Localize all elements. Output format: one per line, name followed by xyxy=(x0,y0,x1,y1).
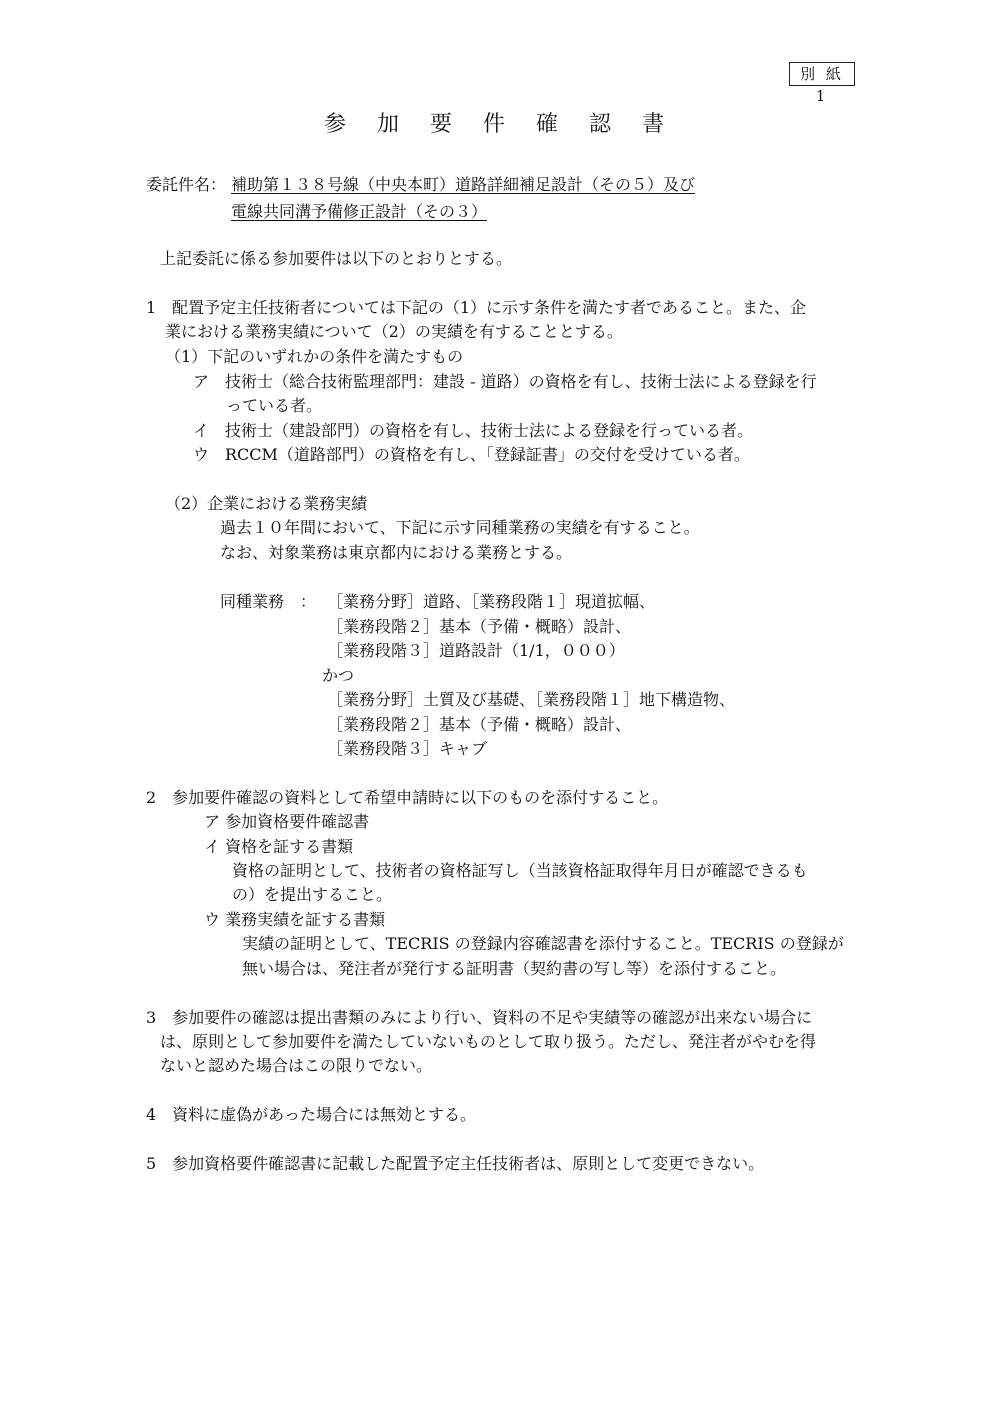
document-title: 参 加 要 件 確 認 書 xyxy=(324,112,676,137)
similar-work-line: ［業務分野］土質及び基礎、［業務段階１］地下構造物、 xyxy=(327,690,736,709)
similar-work-line: ［業務段階２］基本（予備・概略）設計、 xyxy=(327,715,632,734)
section3-line1: 3 参加要件の確認は提出書類のみにより行い、資料の不足や実績等の確認が出来ない場合に xyxy=(146,1008,813,1027)
subsection2-line2: なお、対象業務は東京都内における業務とする。 xyxy=(220,543,573,562)
section2-item-a: ア 参加資格要件確認書 xyxy=(204,812,370,831)
item-a-line1: ア 技術士（総合技術監理部門：建設 - 道路）の資格を有し、技術士法による登録を行 xyxy=(193,372,817,391)
item-u: ウ RCCM（道路部門）の資格を有し、「登録証書」の交付を受けている者。 xyxy=(193,445,750,464)
intro-text: 上記委託に係る参加要件は以下のとおりとする。 xyxy=(160,249,513,268)
similar-work-line: ［業務段階３］道路設計（1/1，０００） xyxy=(327,641,625,660)
section2-item-i: イ 資格を証する書類 xyxy=(204,837,354,856)
section2-item-u-line1: 実績の証明として、TECRIS の登録内容確認書を添付すること。TECRIS の登録が xyxy=(242,934,844,953)
section3-line2: は、原則として参加要件を満たしていないものとして取り扱う。ただし、発注者がやむを得 xyxy=(160,1032,817,1051)
section2-item-u-line2: 無い場合は、発注者が発行する証明書（契約書の写し等）を添付すること。 xyxy=(242,959,787,978)
attachment-label: 別 紙 1 xyxy=(789,62,855,86)
similar-work-conjunction: かつ xyxy=(322,666,355,685)
section3-line3: ないと認めた場合はこの限りでない。 xyxy=(160,1056,433,1075)
similar-work-line: ［業務分野］道路、［業務段階１］現道拡幅、 xyxy=(327,592,656,611)
subsection1-heading: （1）下記のいずれかの条件を満たすもの xyxy=(165,347,464,366)
section2-line1: 2 参加要件確認の資料として希望申請時に以下のものを添付すること。 xyxy=(146,788,669,807)
similar-work-line: ［業務段階２］基本（予備・概略）設計、 xyxy=(327,617,632,636)
section1-line1: 1 配置予定主任技術者については下記の（1）に示す条件を満たす者であること。また、企 xyxy=(146,298,807,317)
subsection2-heading: （2）企業における業務実績 xyxy=(165,494,368,513)
item-i: イ 技術士（建設部門）の資格を有し、技術士法による登録を行っている者。 xyxy=(193,421,754,440)
commission-name-line1: 補助第１３８号線（中央本町）道路詳細補足設計（その５）及び xyxy=(231,175,696,194)
commission-name-line2: 電線共同溝予備修正設計（その３） xyxy=(231,202,488,221)
section2-item-i-line1: 資格の証明として、技術者の資格証写し（当該資格証取得年月日が確認できるも xyxy=(232,861,808,880)
subsection2-line1: 過去１０年間において、下記に示す同種業務の実績を有すること。 xyxy=(220,518,700,537)
section5-text: 5 参加資格要件確認書に記載した配置予定主任技術者は、原則として変更できない。 xyxy=(146,1154,765,1173)
section2-item-u: ウ 業務実績を証する書類 xyxy=(204,910,386,929)
item-a-line2: っている者。 xyxy=(226,396,323,415)
similar-work-label: 同種業務 ： xyxy=(220,592,317,611)
section4-text: 4 資料に虚偽があった場合には無効とする。 xyxy=(146,1105,477,1124)
commission-label: 委託件名： xyxy=(146,175,227,194)
section2-item-i-line2: の）を提出すること。 xyxy=(232,885,393,904)
section1-line2: 業における業務実績について（2）の実績を有することとする。 xyxy=(165,322,623,341)
similar-work-line: ［業務段階３］キャブ xyxy=(327,739,488,758)
